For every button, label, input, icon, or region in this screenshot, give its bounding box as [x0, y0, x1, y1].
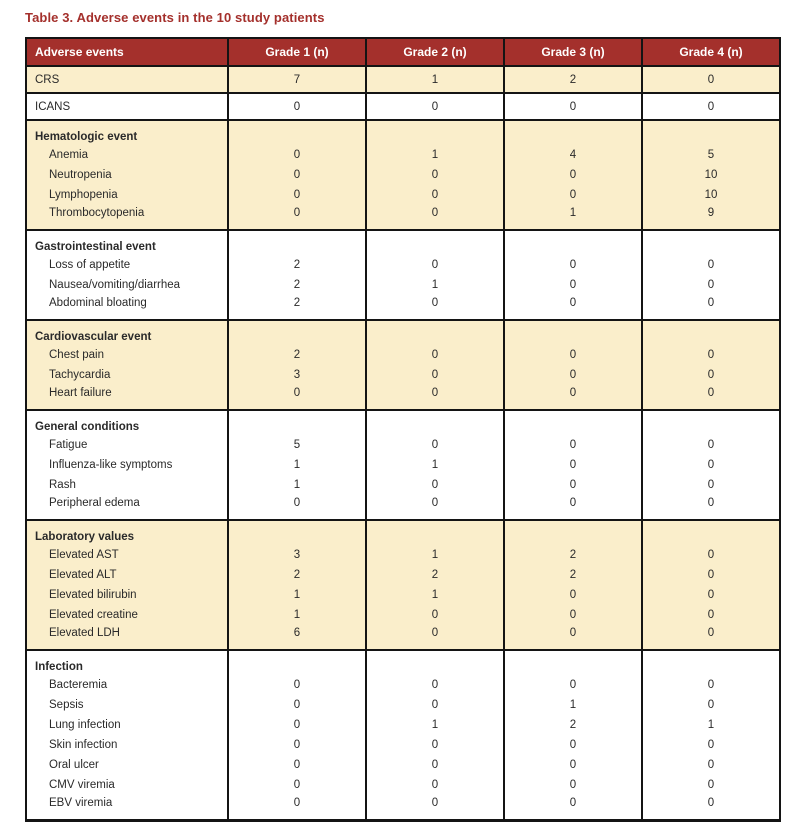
table-row — [26, 585, 780, 605]
table-row — [26, 545, 780, 565]
table-row — [26, 66, 780, 93]
grade-2-value: 0 — [366, 365, 504, 385]
table-row — [26, 345, 780, 365]
row-label: CMV viremia — [26, 775, 228, 795]
grade-1-value: 0 — [228, 715, 366, 735]
row-label: Elevated ALT — [26, 565, 228, 585]
section-header-label: Hematologic event — [26, 120, 228, 145]
table-row — [26, 185, 780, 205]
table-row — [26, 455, 780, 475]
grade-4-value: 10 — [642, 185, 780, 205]
row-label: CRS — [26, 66, 228, 93]
grade-4-value: 0 — [642, 345, 780, 365]
section-header-row — [26, 410, 780, 435]
empty-cell — [366, 320, 504, 345]
section-header-row — [26, 230, 780, 255]
empty-cell — [366, 520, 504, 545]
grade-3-value: 0 — [504, 275, 642, 295]
grade-2-value: 0 — [366, 295, 504, 320]
grade-3-value: 0 — [504, 185, 642, 205]
section-hematologic-event — [26, 120, 780, 230]
grade-2-value: 2 — [366, 565, 504, 585]
grade-3-value: 0 — [504, 93, 642, 120]
table-row — [26, 385, 780, 410]
empty-cell — [642, 120, 780, 145]
empty-cell — [228, 230, 366, 255]
grade-3-value: 0 — [504, 755, 642, 775]
grade-3-value: 4 — [504, 145, 642, 165]
grade-3-value: 0 — [504, 675, 642, 695]
empty-cell — [504, 650, 642, 675]
empty-cell — [504, 520, 642, 545]
grade-1-value: 1 — [228, 585, 366, 605]
grade-2-value: 0 — [366, 165, 504, 185]
grade-3-value: 1 — [504, 205, 642, 230]
grade-4-value: 0 — [642, 675, 780, 695]
grade-4-value: 0 — [642, 66, 780, 93]
table-row — [26, 365, 780, 385]
row-label: Anemia — [26, 145, 228, 165]
grade-2-value: 0 — [366, 255, 504, 275]
grade-2-value: 0 — [366, 93, 504, 120]
grade-4-value: 5 — [642, 145, 780, 165]
grade-1-value: 1 — [228, 475, 366, 495]
empty-cell — [642, 520, 780, 545]
table-row — [26, 775, 780, 795]
grade-3-value: 2 — [504, 715, 642, 735]
grade-1-value: 0 — [228, 775, 366, 795]
row-label: Tachycardia — [26, 365, 228, 385]
grade-1-value: 3 — [228, 365, 366, 385]
grade-2-value: 1 — [366, 545, 504, 565]
section-general-conditions — [26, 410, 780, 520]
grade-4-value: 0 — [642, 455, 780, 475]
empty-cell — [504, 410, 642, 435]
grade-2-value: 0 — [366, 795, 504, 820]
grade-1-value: 0 — [228, 755, 366, 775]
grade-3-value: 0 — [504, 385, 642, 410]
grade-3-value: 2 — [504, 565, 642, 585]
grade-3-value: 0 — [504, 255, 642, 275]
empty-cell — [504, 230, 642, 255]
grade-3-value: 0 — [504, 165, 642, 185]
grade-4-value: 10 — [642, 165, 780, 185]
column-header-grade-2: Grade 2 (n) — [366, 38, 504, 66]
grade-1-value: 7 — [228, 66, 366, 93]
grade-2-value: 0 — [366, 385, 504, 410]
table-row — [26, 295, 780, 320]
table-row — [26, 275, 780, 295]
grade-4-value: 0 — [642, 755, 780, 775]
grade-4-value: 0 — [642, 795, 780, 820]
row-label: Elevated AST — [26, 545, 228, 565]
row-label: Thrombocytopenia — [26, 205, 228, 230]
table-row — [26, 205, 780, 230]
table-row — [26, 435, 780, 455]
grade-2-value: 0 — [366, 435, 504, 455]
table-row — [26, 755, 780, 775]
row-label: Neutropenia — [26, 165, 228, 185]
row-label: Abdominal bloating — [26, 295, 228, 320]
empty-cell — [642, 410, 780, 435]
grade-2-value: 0 — [366, 475, 504, 495]
grade-4-value: 0 — [642, 365, 780, 385]
grade-1-value: 0 — [228, 185, 366, 205]
grade-3-value: 0 — [504, 605, 642, 625]
empty-cell — [366, 410, 504, 435]
table-header — [26, 38, 780, 66]
section-header-label: Laboratory values — [26, 520, 228, 545]
row-label: Loss of appetite — [26, 255, 228, 275]
section-header-label: General conditions — [26, 410, 228, 435]
grade-2-value: 0 — [366, 185, 504, 205]
row-label: ICANS — [26, 93, 228, 120]
grade-1-value: 2 — [228, 255, 366, 275]
section-header-label: Infection — [26, 650, 228, 675]
section-header-row — [26, 320, 780, 345]
grade-1-value: 2 — [228, 295, 366, 320]
table-row — [26, 495, 780, 520]
table-row — [26, 715, 780, 735]
table-row — [26, 145, 780, 165]
grade-4-value: 0 — [642, 93, 780, 120]
grade-4-value: 0 — [642, 625, 780, 650]
grade-4-value: 9 — [642, 205, 780, 230]
section-header-row — [26, 650, 780, 675]
grade-4-value: 0 — [642, 545, 780, 565]
grade-1-value: 0 — [228, 735, 366, 755]
grade-1-value: 5 — [228, 435, 366, 455]
grade-2-value: 0 — [366, 755, 504, 775]
column-header-grade-4: Grade 4 (n) — [642, 38, 780, 66]
grade-1-value: 3 — [228, 545, 366, 565]
grade-3-value: 0 — [504, 735, 642, 755]
grade-4-value: 0 — [642, 295, 780, 320]
grade-3-value: 0 — [504, 775, 642, 795]
empty-cell — [228, 120, 366, 145]
table-title: Table 3. Adverse events in the 10 study patients — [25, 10, 325, 25]
row-label: Bacteremia — [26, 675, 228, 695]
grade-1-value: 0 — [228, 385, 366, 410]
empty-cell — [228, 520, 366, 545]
grade-3-value: 0 — [504, 795, 642, 820]
grade-4-value: 0 — [642, 495, 780, 520]
grade-2-value: 0 — [366, 735, 504, 755]
grade-1-value: 1 — [228, 455, 366, 475]
grade-4-value: 0 — [642, 585, 780, 605]
section-header-row — [26, 520, 780, 545]
grade-3-value: 0 — [504, 345, 642, 365]
table-row — [26, 565, 780, 585]
empty-cell — [642, 320, 780, 345]
section-gastrointestinal-event — [26, 230, 780, 320]
grade-4-value: 0 — [642, 605, 780, 625]
column-header-grade-3: Grade 3 (n) — [504, 38, 642, 66]
grade-4-value: 0 — [642, 435, 780, 455]
empty-cell — [366, 230, 504, 255]
row-label: Elevated LDH — [26, 625, 228, 650]
row-label: Lymphopenia — [26, 185, 228, 205]
table-row — [26, 735, 780, 755]
row-label: Skin infection — [26, 735, 228, 755]
grade-1-value: 0 — [228, 695, 366, 715]
grade-1-value: 2 — [228, 345, 366, 365]
grade-2-value: 1 — [366, 145, 504, 165]
grade-2-value: 1 — [366, 275, 504, 295]
grade-4-value: 1 — [642, 715, 780, 735]
grade-2-value: 0 — [366, 675, 504, 695]
row-label: Peripheral edema — [26, 495, 228, 520]
table-row — [26, 675, 780, 695]
empty-cell — [228, 410, 366, 435]
grade-2-value: 0 — [366, 205, 504, 230]
grade-1-value: 0 — [228, 495, 366, 520]
table-row — [26, 165, 780, 185]
grade-3-value: 2 — [504, 66, 642, 93]
table-row — [26, 475, 780, 495]
grade-2-value: 0 — [366, 625, 504, 650]
grade-1-value: 0 — [228, 205, 366, 230]
empty-cell — [504, 320, 642, 345]
row-label: Fatigue — [26, 435, 228, 455]
grade-2-value: 0 — [366, 345, 504, 365]
grade-2-value: 1 — [366, 715, 504, 735]
adverse-events-table — [25, 37, 781, 822]
grade-3-value: 0 — [504, 435, 642, 455]
grade-2-value: 1 — [366, 585, 504, 605]
grade-1-value: 2 — [228, 565, 366, 585]
section-cardiovascular-event — [26, 320, 780, 410]
grade-1-value: 0 — [228, 675, 366, 695]
row-label: Nausea/vomiting/diarrhea — [26, 275, 228, 295]
grade-3-value: 0 — [504, 455, 642, 475]
grade-2-value: 0 — [366, 775, 504, 795]
empty-cell — [228, 320, 366, 345]
grade-4-value: 0 — [642, 775, 780, 795]
grade-2-value: 1 — [366, 66, 504, 93]
grade-2-value: 0 — [366, 605, 504, 625]
row-label: Rash — [26, 475, 228, 495]
grade-4-value: 0 — [642, 255, 780, 275]
grade-1-value: 0 — [228, 93, 366, 120]
grade-3-value: 0 — [504, 585, 642, 605]
table-row — [26, 695, 780, 715]
grade-3-value: 0 — [504, 475, 642, 495]
section-header-label: Gastrointestinal event — [26, 230, 228, 255]
grade-4-value: 0 — [642, 695, 780, 715]
empty-cell — [366, 120, 504, 145]
grade-1-value: 0 — [228, 795, 366, 820]
grade-3-value: 1 — [504, 695, 642, 715]
row-label: Sepsis — [26, 695, 228, 715]
column-header-adverse-events: Adverse events — [26, 38, 228, 66]
grade-3-value: 2 — [504, 545, 642, 565]
row-label: Elevated bilirubin — [26, 585, 228, 605]
row-label: Chest pain — [26, 345, 228, 365]
row-label: EBV viremia — [26, 795, 228, 820]
grade-2-value: 0 — [366, 695, 504, 715]
grade-1-value: 2 — [228, 275, 366, 295]
section-icans — [26, 93, 780, 120]
empty-cell — [366, 650, 504, 675]
grade-4-value: 0 — [642, 475, 780, 495]
grade-3-value: 0 — [504, 295, 642, 320]
empty-cell — [504, 120, 642, 145]
grade-2-value: 1 — [366, 455, 504, 475]
grade-1-value: 6 — [228, 625, 366, 650]
table-row — [26, 605, 780, 625]
grade-1-value: 0 — [228, 165, 366, 185]
row-label: Influenza-like symptoms — [26, 455, 228, 475]
row-label: Oral ulcer — [26, 755, 228, 775]
column-header-grade-1: Grade 1 (n) — [228, 38, 366, 66]
empty-cell — [642, 230, 780, 255]
grade-3-value: 0 — [504, 625, 642, 650]
table-row — [26, 255, 780, 275]
header-row — [26, 38, 780, 66]
grade-4-value: 0 — [642, 385, 780, 410]
grade-4-value: 0 — [642, 735, 780, 755]
section-header-row — [26, 120, 780, 145]
grade-2-value: 0 — [366, 495, 504, 520]
table-row — [26, 93, 780, 120]
grade-1-value: 0 — [228, 145, 366, 165]
grade-4-value: 0 — [642, 565, 780, 585]
grade-1-value: 1 — [228, 605, 366, 625]
section-header-label: Cardiovascular event — [26, 320, 228, 345]
section-crs — [26, 66, 780, 93]
row-label: Elevated creatine — [26, 605, 228, 625]
empty-cell — [642, 650, 780, 675]
table-row — [26, 625, 780, 650]
section-infection — [26, 650, 780, 820]
grade-4-value: 0 — [642, 275, 780, 295]
section-laboratory-values — [26, 520, 780, 650]
row-label: Lung infection — [26, 715, 228, 735]
empty-cell — [228, 650, 366, 675]
row-label: Heart failure — [26, 385, 228, 410]
grade-3-value: 0 — [504, 495, 642, 520]
grade-3-value: 0 — [504, 365, 642, 385]
